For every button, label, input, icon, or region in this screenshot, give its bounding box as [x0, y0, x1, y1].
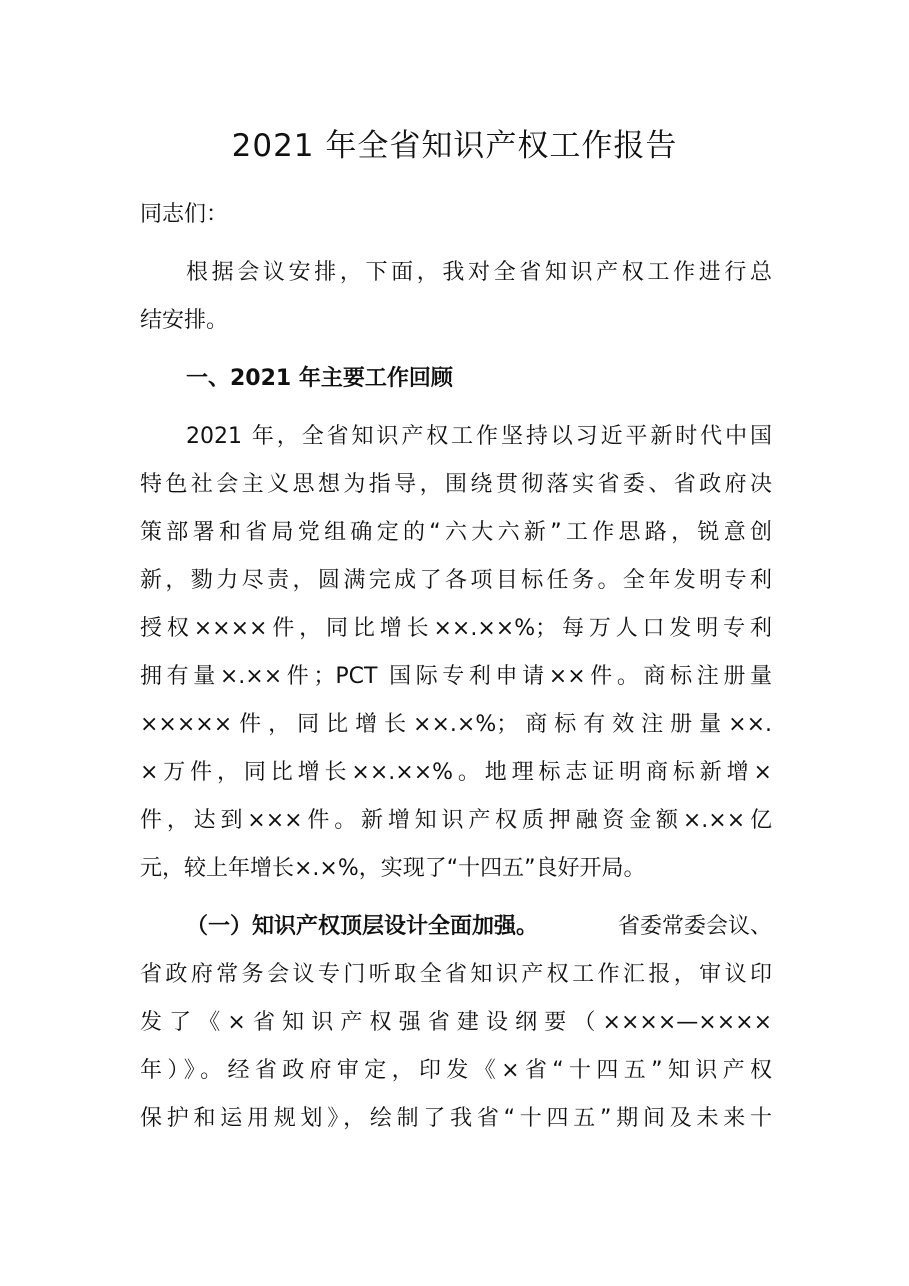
paragraph-line: 年）》。经省政府审定，印发《×省“十四五”知识产权	[140, 1058, 772, 1083]
paragraph-line: 件，达到×××件。新增知识产权质押融资金额×.××亿	[140, 808, 772, 833]
paragraph-line: 元，较上年增长×.×%，实现了“十四五”良好开局。	[140, 856, 646, 881]
section-heading: 一、2021 年主要工作回顾	[186, 366, 453, 391]
paragraph-line: 特色社会主义思想为指导，围绕贯彻落实省委、省政府决	[140, 472, 772, 497]
paragraph-line: ×××××件，同比增长××.×%；商标有效注册量××.	[140, 712, 772, 737]
paragraph-line: 保护和运用规划》，绘制了我省“十四五”期间及未来十	[140, 1106, 772, 1131]
paragraph-line: 拥有量×.××件；PCT 国际专利申请××件。商标注册量	[140, 664, 772, 689]
paragraph-line: 发了《×省知识产权强省建设纲要（××××—××××	[140, 1010, 772, 1035]
salutation: 同志们：	[140, 202, 229, 227]
subsection-heading: （一）知识产权顶层设计全面加强。	[186, 914, 539, 939]
paragraph-line: 授权××××件，同比增长××.××%；每万人口发明专利	[140, 616, 772, 641]
paragraph-line: 2021 年，全省知识产权工作坚持以习近平新时代中国	[186, 424, 772, 449]
document-title: 2021 年全省知识产权工作报告	[231, 128, 678, 164]
paragraph-line: 省政府常务会议专门听取全省知识产权工作汇报，审议印	[140, 962, 772, 987]
paragraph-line: 策部署和省局党组确定的“六大六新”工作思路，锐意创	[140, 520, 772, 545]
intro-line-2: 结安排。	[140, 308, 229, 333]
subsection-first-rest: 省委常委会议、	[617, 914, 772, 939]
intro-line-1: 根据会议安排，下面，我对全省知识产权工作进行总	[186, 260, 772, 285]
paragraph-line: ×万件，同比增长××.××%。地理标志证明商标新增×	[140, 760, 772, 785]
subsection-first-line	[186, 912, 772, 942]
paragraph-line: 新，勠力尽责，圆满完成了各项目标任务。全年发明专利	[140, 568, 772, 593]
